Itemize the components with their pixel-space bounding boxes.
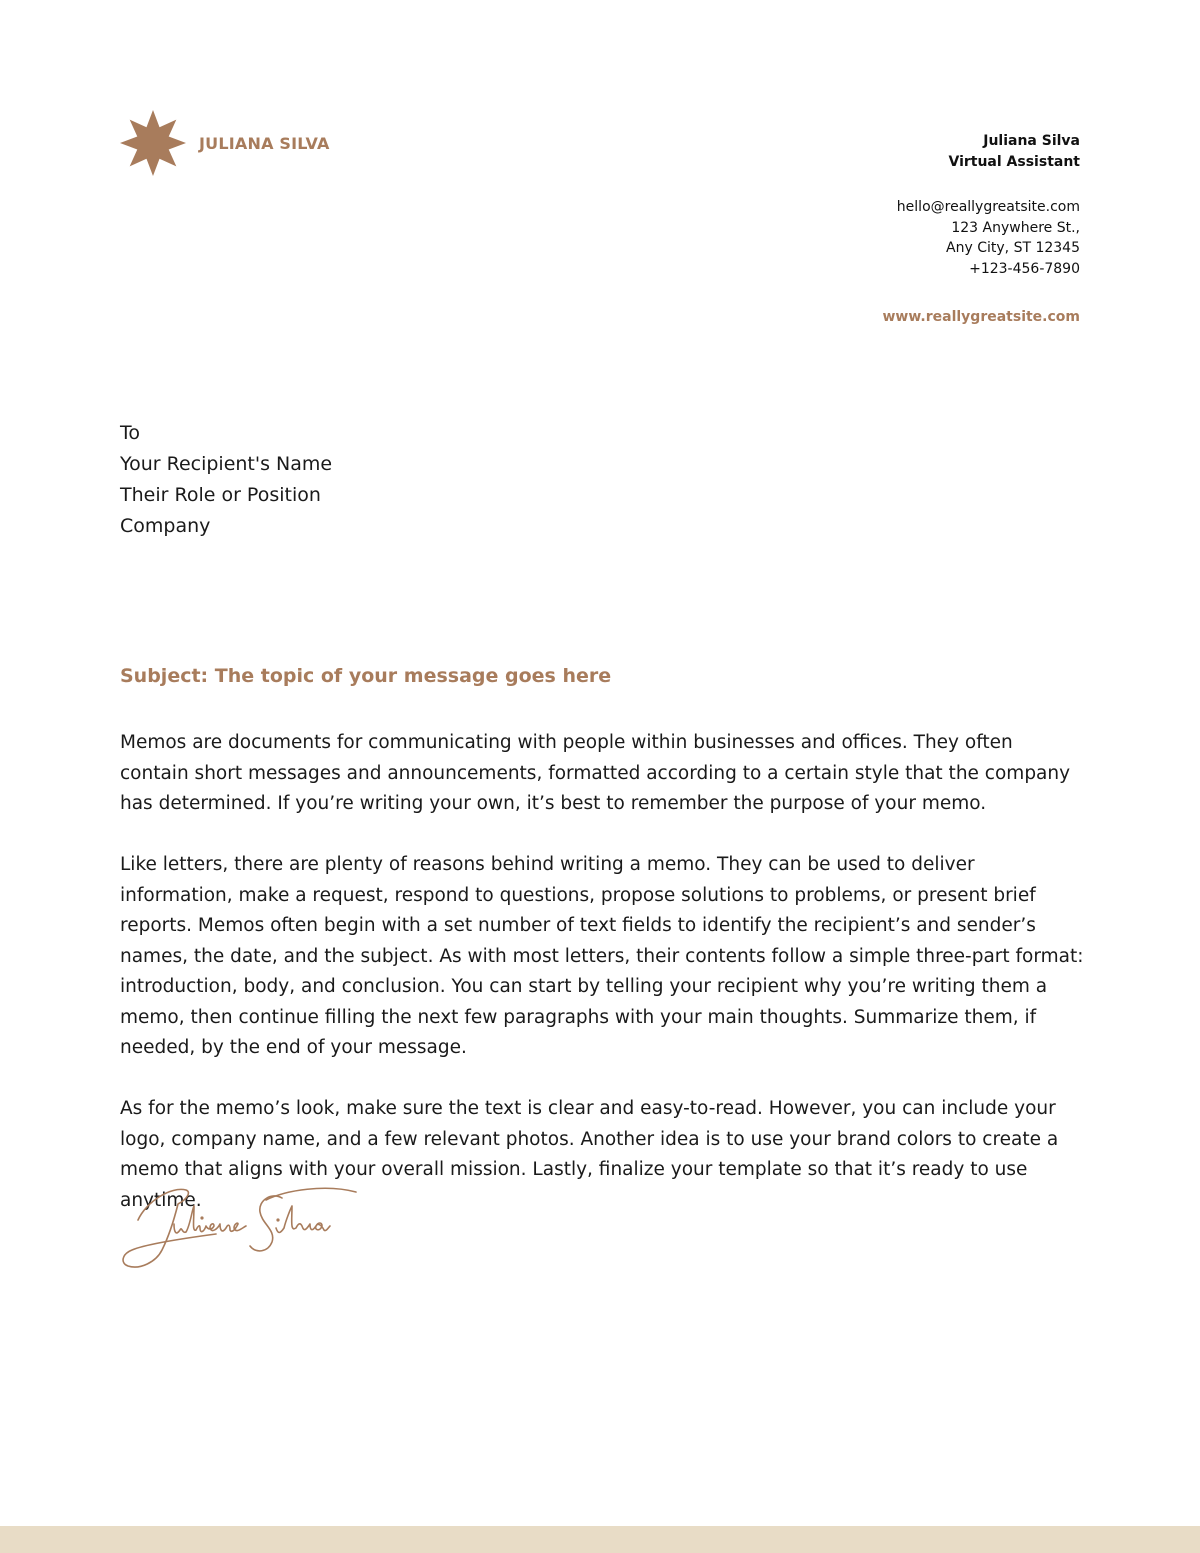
handwritten-signature <box>116 1180 366 1275</box>
recipient-role: Their Role or Position <box>120 484 321 506</box>
body-paragraph-2: Like letters, there are plenty of reasons behind writing a memo. They can be used to deliver information, make a request, respond to questions, propose solutions to problems, or present brief reports. Memos often begin with a set number of text fields to identify the recipient’s and sender’s names, the date, and the subject. As with most letters, their contents follow a simple three-part format: introduction, body, and conclusion. You can start by telling your recipient why you’re writing them a memo, then continue filling the next few paragraphs with your main thoughts. Summarize them, if needed, by the end of your message. <box>120 854 1084 1058</box>
recipient-company: Company <box>120 515 211 537</box>
sender-role: Virtual Assistant <box>948 154 1080 170</box>
sender-email: hello@reallygreatsite.com <box>896 199 1080 215</box>
eight-point-star-icon <box>119 109 187 177</box>
memo-subject: Subject: The topic of your message goes here <box>120 665 612 687</box>
logo-name: JULIANA SILVA <box>199 133 330 153</box>
sender-contact <box>883 197 1081 279</box>
sender-website: www.reallygreatsite.com <box>882 309 1080 325</box>
recipient-block <box>120 418 332 542</box>
recipient-name: Your Recipient's Name <box>120 453 333 475</box>
sender-address-line1: 123 Anywhere St., <box>951 219 1080 236</box>
sender-name: Juliana Silva <box>983 133 1080 149</box>
sender-address-line2: Any City, ST 12345 <box>946 240 1080 256</box>
sender-phone: +123-456-7890 <box>969 260 1080 277</box>
footer-band <box>0 1526 1200 1553</box>
sender-block <box>883 131 1081 328</box>
letterhead-logo <box>119 109 330 177</box>
body-paragraph-3: As for the memo’s look, make sure the text is clear and easy-to-read. However, you can include your logo, company name, and a few relevant photos. Another idea is to use your brand colors to create a memo that aligns with your overall mission. Lastly, finalize your template so that it’s ready to use anytime. <box>120 1098 1059 1211</box>
recipient-to-label: To <box>120 422 141 444</box>
memo-body <box>120 728 1085 1247</box>
body-paragraph-1: Memos are documents for communicating with people within businesses and offices. They often contain short messages and announcements, formatted according to a certain style that the company has determined. If you’re writing your own, it’s best to remember the purpose of your memo. <box>120 732 1071 814</box>
